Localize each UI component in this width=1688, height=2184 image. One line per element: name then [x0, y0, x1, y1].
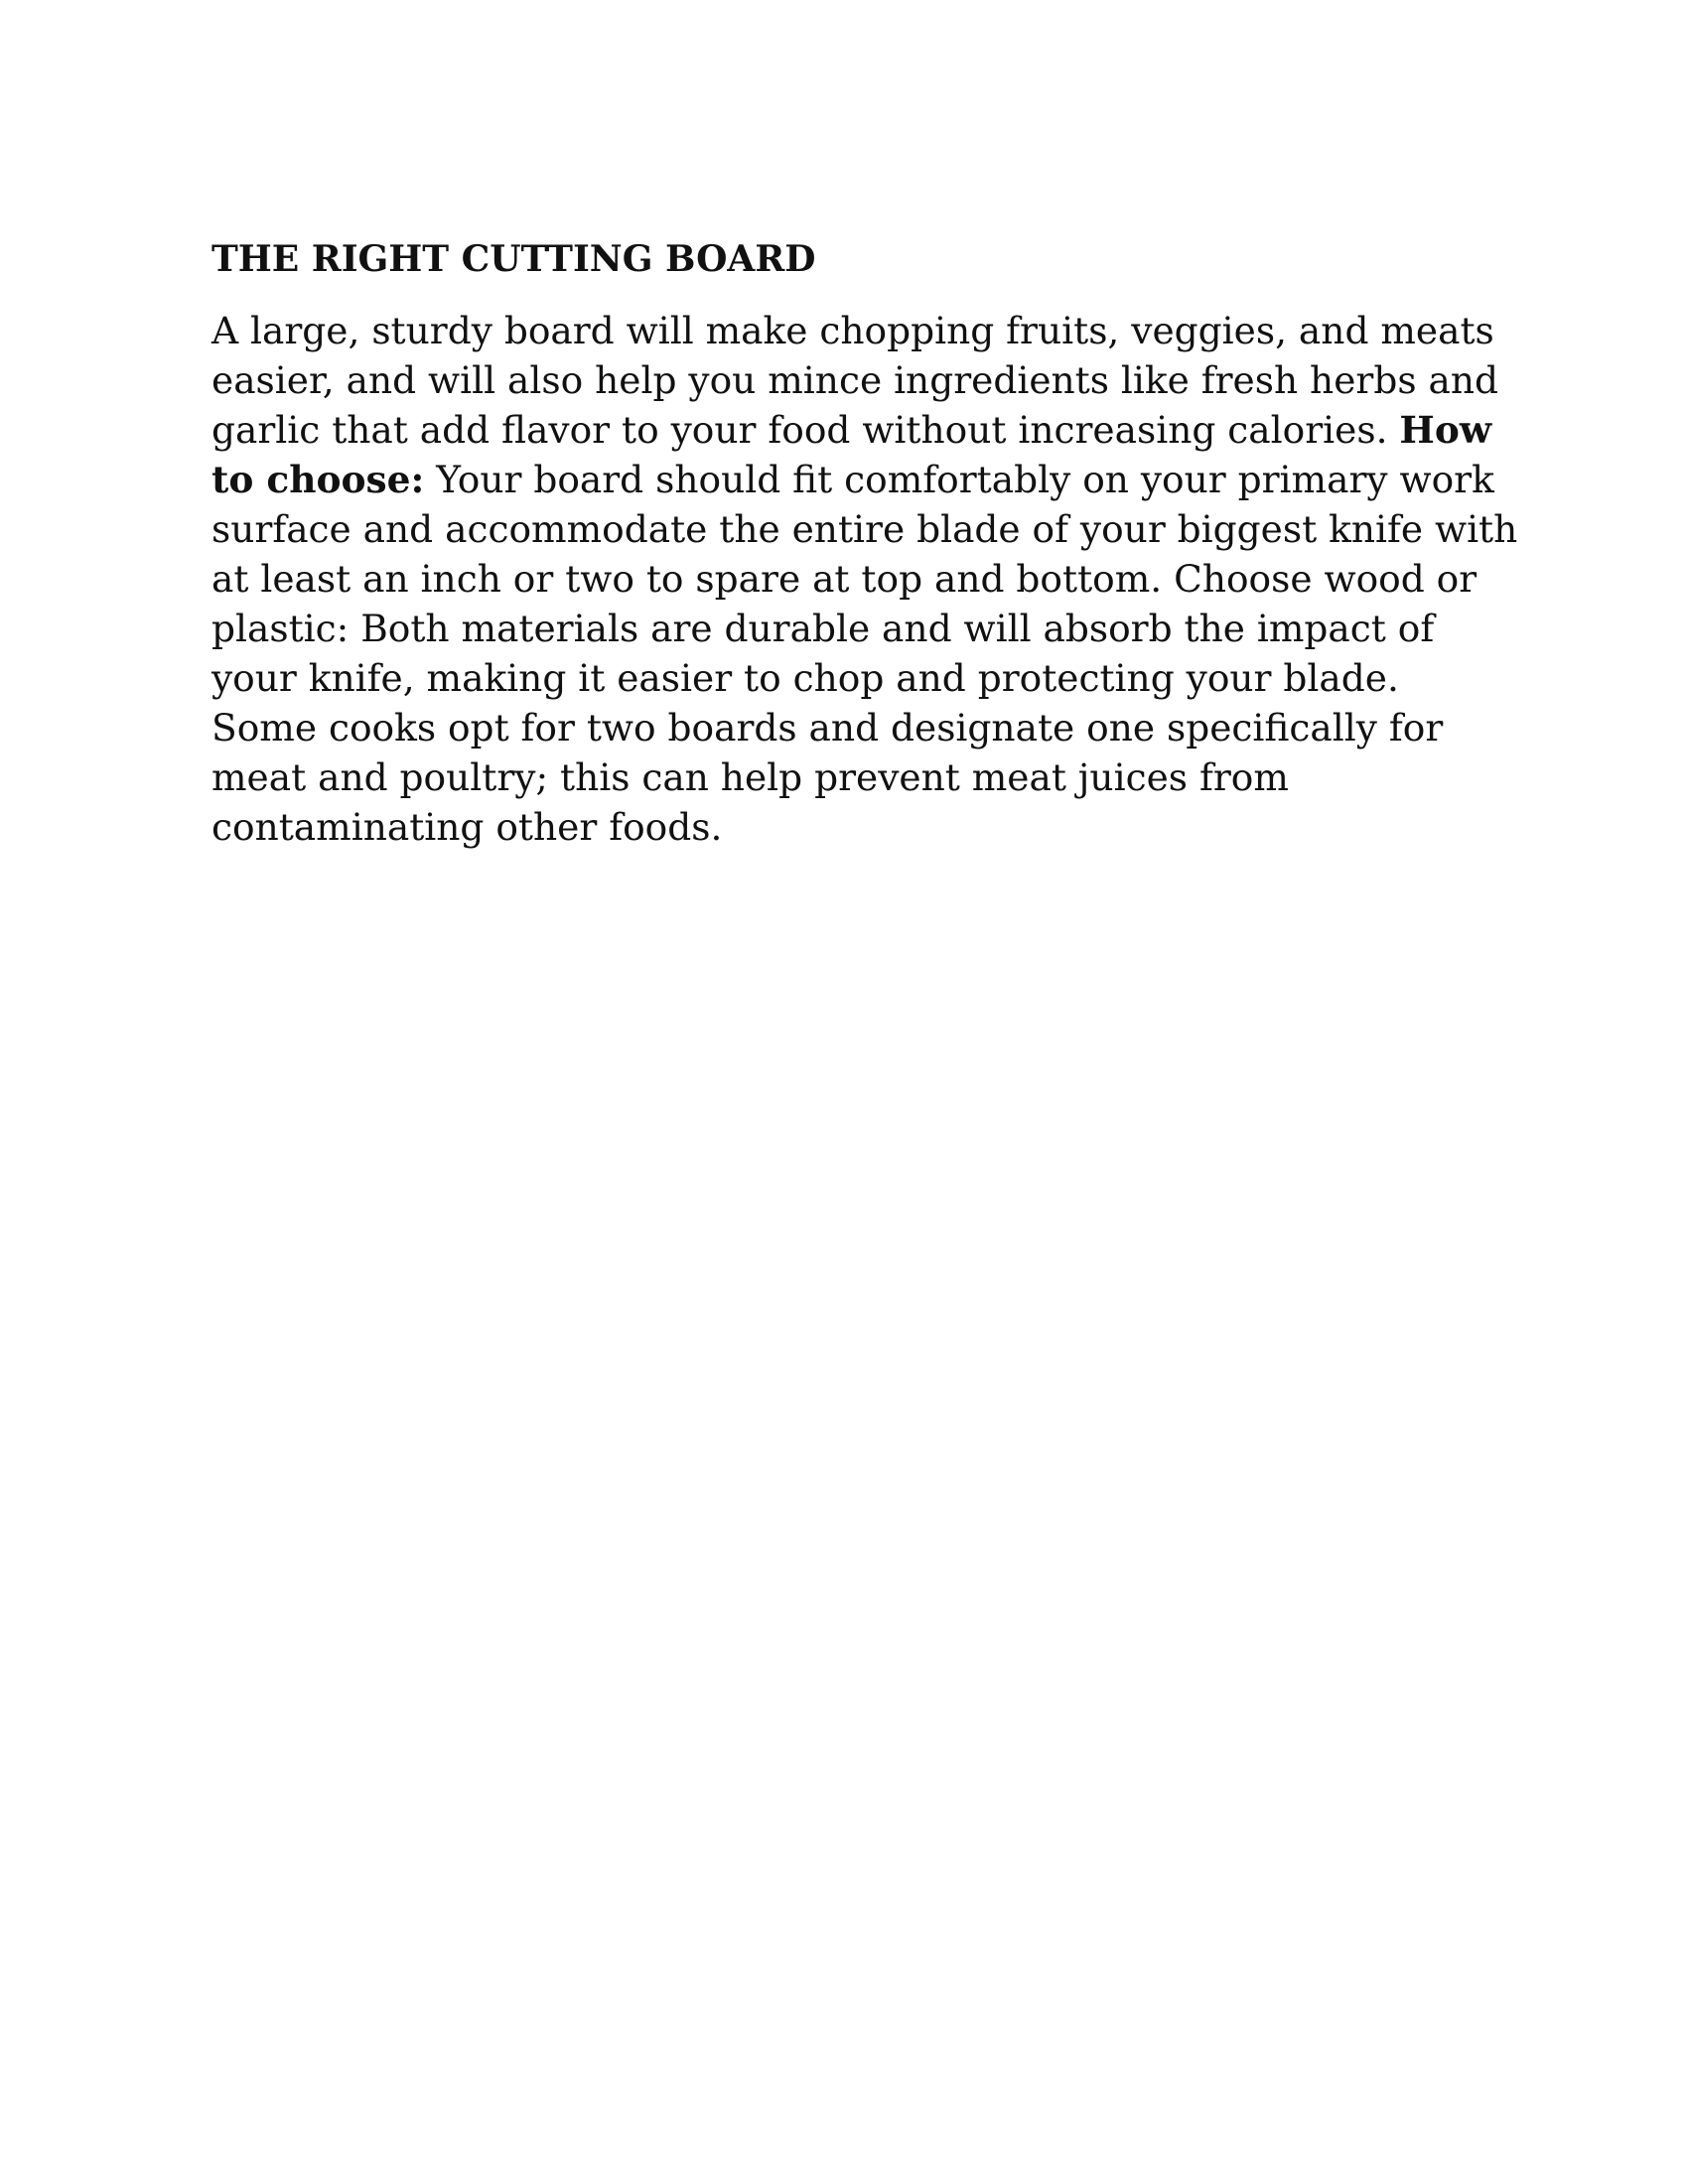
line-text: your knife, making it easier to chop and protecting your blade. — [211, 656, 1399, 700]
paragraph-line — [211, 405, 1492, 455]
line-text: contaminating other foods. — [211, 805, 723, 849]
line-text: A large, sturdy board will make chopping fruits, veggies, and meats — [211, 309, 1494, 352]
line-text: meat and poultry; this can help prevent meat juices from — [211, 755, 1289, 799]
paragraph-line — [211, 752, 1492, 802]
line-text: garlic that add flavor to your food without increasing calories. — [211, 408, 1400, 452]
bold-run: to choose: — [211, 458, 425, 501]
bold-run: How — [1399, 408, 1492, 452]
paragraph-line — [211, 306, 1492, 355]
paragraph-line — [211, 653, 1492, 703]
line-text: plastic: Both materials are durable and will absorb the impact of — [211, 607, 1435, 650]
section-heading: THE RIGHT CUTTING BOARD — [211, 238, 816, 280]
paragraph-line — [211, 604, 1492, 653]
paragraph-line — [211, 504, 1518, 554]
line-text: Some cooks opt for two boards and designate one specifically for — [211, 706, 1444, 750]
paragraph-line — [211, 802, 1492, 852]
body-paragraph — [211, 306, 1518, 852]
line-text: surface and accommodate the entire blade of your biggest knife with — [211, 507, 1518, 551]
paragraph-line — [211, 355, 1499, 405]
line-text: at least an inch or two to spare at top and bottom. Choose wood or — [211, 557, 1477, 601]
article — [211, 234, 1518, 852]
line-text: Your board should fit comfortably on your primary work — [424, 458, 1494, 501]
paragraph-line — [211, 455, 1492, 504]
paragraph-line — [211, 554, 1492, 604]
line-text: easier, and will also help you mince ingredients like fresh herbs and — [211, 358, 1499, 402]
paragraph-line — [211, 703, 1492, 752]
